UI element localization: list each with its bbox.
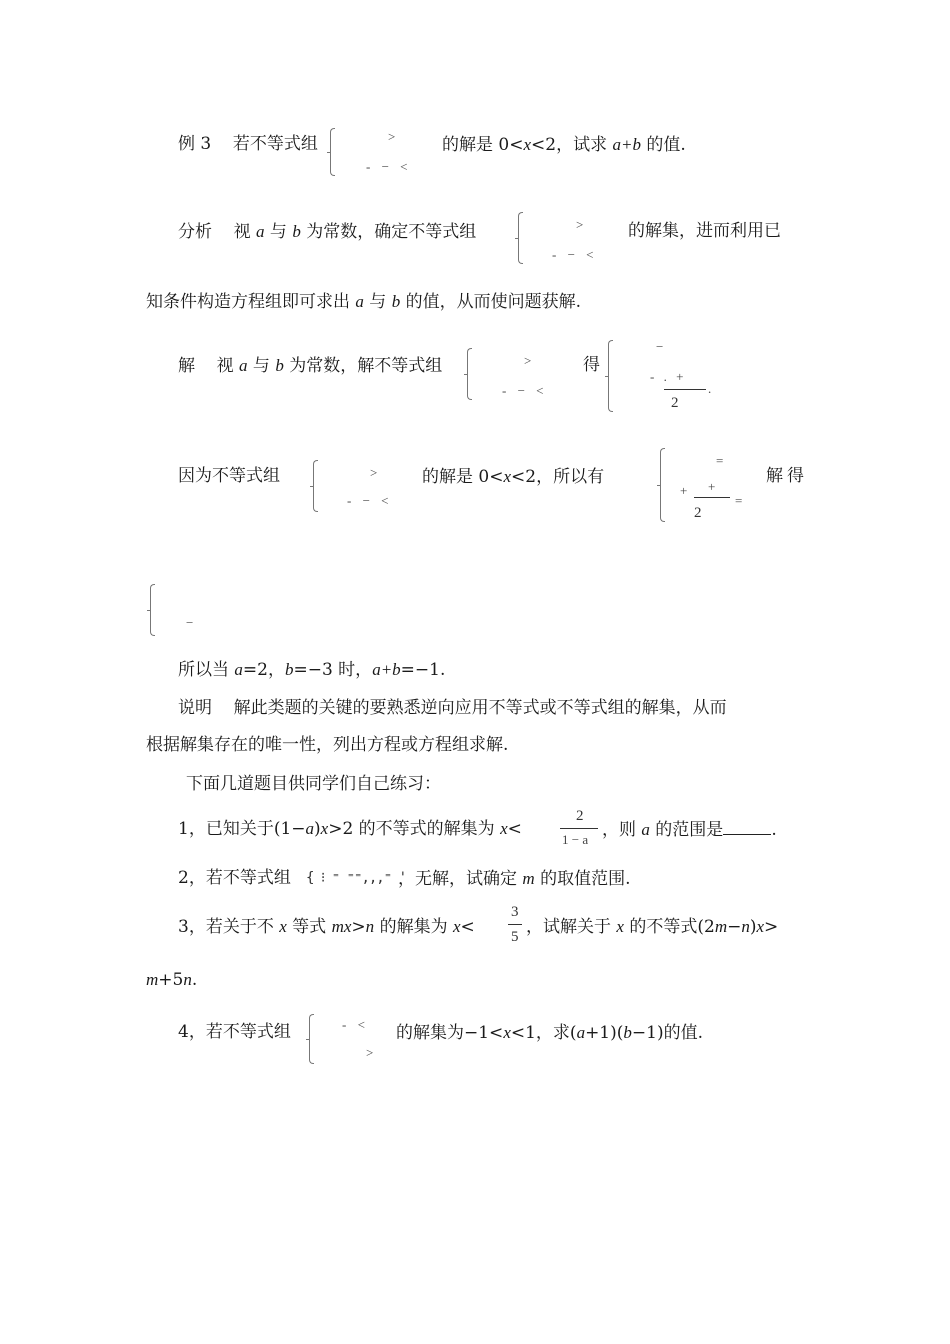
fraction-denominator: 2 xyxy=(694,505,702,521)
q3-fraction-line xyxy=(508,924,522,925)
analysis-line-1: 分析 视 a 与 b 为常数，确定不等式组 xyxy=(178,222,477,242)
system-row-1: > xyxy=(388,129,396,144)
system-row-1: > xyxy=(576,217,584,232)
equation-row-2b: + xyxy=(708,479,716,494)
equation-row-1: = xyxy=(716,453,724,468)
q3-fraction-numerator: 3 xyxy=(511,904,519,920)
result-brace xyxy=(150,584,155,636)
note-line-2: 根据解集存在的唯一性，列出方程或方程组求解. xyxy=(146,735,509,755)
because-line: 因为不等式组 xyxy=(178,466,280,486)
inequality-system-brace xyxy=(518,212,523,264)
question-1-tail: ，则 a 的范围是 . xyxy=(602,820,777,840)
fraction-line xyxy=(664,389,706,390)
equation-system-brace xyxy=(660,448,665,522)
question-3-tail: ，试解关于 x 的不等式(2m−n)x> xyxy=(526,917,779,937)
fraction-line xyxy=(694,497,730,498)
example-label: 例 3 xyxy=(178,134,212,154)
system-row-2: - − < xyxy=(347,493,389,508)
note-line-1: 说明 解此类题的关键的要熟悉逆向应用不等式或不等式组的解集，从而 xyxy=(178,698,727,718)
get-word: 得 xyxy=(583,355,600,375)
question-4-tail: 的解集为−1<x<1，求(a+1)(b−1)的值. xyxy=(396,1023,703,1043)
system-row-1: - < xyxy=(342,1017,365,1032)
system-row-2: - − < xyxy=(552,247,594,262)
example-3-line: 例 3 若不等式组 xyxy=(178,134,318,154)
inequality-system-brace xyxy=(330,128,335,176)
system-row-2: - − < xyxy=(502,383,544,398)
result-system-brace xyxy=(608,340,613,412)
result-row-1: − xyxy=(656,339,664,354)
result-row-2: − xyxy=(186,615,194,630)
practice-intro: 下面几道题目供同学们自己练习： xyxy=(186,774,441,794)
q3-fraction-denominator: 5 xyxy=(511,929,519,945)
result-row-2: - . + xyxy=(650,369,684,384)
inequality-system-brace xyxy=(313,460,318,512)
fraction-denominator: 2 xyxy=(671,395,679,411)
q1-fraction-numerator: 2 xyxy=(576,808,584,824)
equation-row-2c: = xyxy=(735,493,743,508)
system-row-1: > xyxy=(370,465,378,480)
analysis-line-2: 知条件构造方程组即可求出 a 与 b 的值，从而使问题获解. xyxy=(146,292,582,312)
inequality-system-brace xyxy=(309,1014,314,1064)
system-row-1: > xyxy=(524,353,532,368)
because-line-middle: 的解是 0<x<2，所以有 xyxy=(422,467,605,487)
analysis-label: 分析 xyxy=(178,222,212,242)
system-row-2: > xyxy=(366,1045,374,1060)
garbled-system: { ⁝ ⁼ ⁼⁼,,,⁼ ' xyxy=(306,870,407,886)
example-3-tail: 的解是 0<x<2，试求 a+b 的值. xyxy=(442,135,686,155)
question-2: 2，若不等式组 xyxy=(178,868,291,888)
question-2-tail: ，无解，试确定 m 的取值范围. xyxy=(398,869,631,889)
question-4: 4，若不等式组 xyxy=(178,1022,291,1042)
equation-row-2a: + xyxy=(680,483,688,498)
question-3-line-2: m+5n. xyxy=(146,970,198,990)
system-row-2: - − < xyxy=(366,159,408,174)
q1-fraction-line xyxy=(560,828,598,829)
question-1: 1，已知关于(1−a)x>2 的不等式的解集为 x< xyxy=(178,819,522,839)
solution-line: 解 视 a 与 b 为常数，解不等式组 xyxy=(178,356,443,376)
note-label: 说明 xyxy=(178,698,212,718)
answer-blank[interactable] xyxy=(723,820,771,835)
solution-label: 解 xyxy=(178,356,195,376)
therefore-line: 所以当 a=2，b=−3 时，a+b=−1. xyxy=(178,660,446,680)
q1-fraction-denominator: 1 − a xyxy=(562,832,589,847)
inequality-system-brace xyxy=(467,348,472,400)
question-3: 3，若关于不 x 等式 mx>n 的解集为 x< xyxy=(178,917,475,937)
solve-get: 解得 xyxy=(766,466,808,486)
analysis-line-1-tail: 的解集，进而利用已 xyxy=(628,221,781,241)
period: . xyxy=(708,381,712,396)
